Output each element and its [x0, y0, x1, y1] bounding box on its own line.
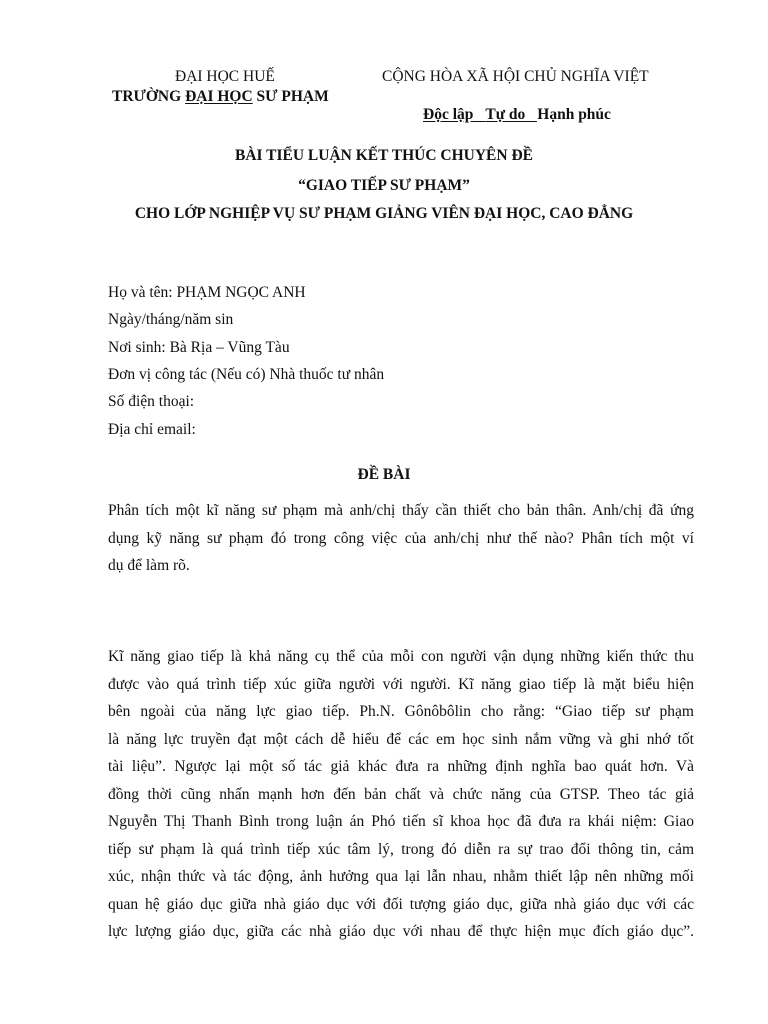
republic-heading: CỘNG HÒA XÃ HỘI CHỦ NGHĨA VIỆT: [382, 68, 649, 85]
paragraph-line: quan hệ giáo dục giữa nhà giáo dục với đối tượng giáo dục, giữa nhà giáo dục với các: [108, 895, 694, 913]
motto-independence: Độc lập: [423, 106, 474, 123]
school-name: [112, 88, 329, 106]
paragraph-line: Kĩ năng giao tiếp là khả năng cụ thể của mỗi con người vận dụng những kiến thức thu: [108, 648, 694, 665]
paragraph-line: Nguyễn Thị Thanh Bình trong luận án Phó tiến sĩ khoa học đã đưa ra khái niệm: Giao: [108, 813, 694, 830]
university-name: ĐẠI HỌC HUẾ: [175, 68, 275, 85]
exam-question: [108, 497, 694, 580]
motto-separator: [525, 106, 537, 124]
report-title: BÀI TIỂU LUẬN KẾT THÚC CHUYÊN ĐỀ: [234, 147, 533, 164]
motto-separator: [473, 106, 485, 124]
paragraph-line: lực lượng giáo dục, giữa các nhà giáo dục với nhau để thực hiện mục đích giáo dục”.: [108, 923, 694, 940]
school-name-suffix: SƯ PHẠM: [252, 88, 329, 105]
info-workplace: Đơn vị công tác (Nếu có) Nhà thuốc tư nhân: [108, 366, 385, 383]
school-name-underlined: ĐẠI HỌC: [185, 88, 253, 105]
info-birthplace: Nơi sinh: Bà Rịa – Vũng Tàu: [108, 339, 290, 356]
national-motto: [423, 106, 611, 124]
info-email: Địa chỉ email:: [108, 421, 196, 438]
paragraph-line: tài liệu”. Ngược lại một số tác giả khác đưa ra những định nghĩa bao quát hơn. Và: [108, 758, 694, 775]
school-name-prefix: TRƯỜNG: [112, 88, 186, 105]
motto-freedom: Tự do: [485, 106, 526, 123]
paragraph-line: Phân tích một kĩ năng sư phạm mà anh/chị thấy cần thiết cho bản thân. Anh/chị đã ứng: [108, 502, 694, 519]
motto-happiness: Hạnh phúc: [537, 106, 611, 123]
info-phone: Số điện thoại:: [108, 393, 195, 410]
class-title: CHO LỚP NGHIỆP VỤ SƯ PHẠM GIẢNG VIÊN ĐẠI HỌC, CAO ĐẲNG: [134, 205, 634, 222]
paragraph-line: dụ để làm rõ.: [108, 557, 190, 574]
paragraph-line: tiếp sư phạm là quá trình tiếp xúc tâm lý, trong đó diễn ra sự trao đổi thông tin, cảm: [108, 840, 694, 858]
exam-heading: ĐỀ BÀI: [357, 466, 411, 483]
paragraph-line: được vào quá trình tiếp xúc giữa người với người. Kĩ năng giao tiếp là mặt biểu hiện: [108, 675, 694, 693]
paragraph-line: bên ngoài của năng lực giao tiếp. Ph.N. Gônôbôlin cho rằng: “Giao tiếp sư phạm: [108, 703, 694, 720]
paragraph-line: dụng kỹ năng sư phạm đó trong công việc của anh/chị như thế nào? Phân tích một ví: [108, 529, 694, 547]
info-dob: Ngày/tháng/năm sin: [108, 311, 234, 328]
course-title: “GIAO TIẾP SƯ PHẠM”: [298, 177, 470, 194]
essay-body: [108, 643, 694, 946]
info-name: Họ và tên: PHẠM NGỌC ANH: [108, 284, 306, 301]
paragraph-line: xúc, nhận thức và tác động, ảnh hưởng qua lại lẫn nhau, nhằm thiết lập nên những mối: [108, 868, 694, 885]
paragraph-line: là năng lực truyền đạt một cách dễ hiểu để các em học sinh nắm vững và ghi nhớ tốt: [108, 730, 694, 748]
paragraph-line: đồng thời cũng nhấn mạnh hơn đến bản chất và chức năng của GTSP. Theo tác giả: [108, 785, 694, 803]
